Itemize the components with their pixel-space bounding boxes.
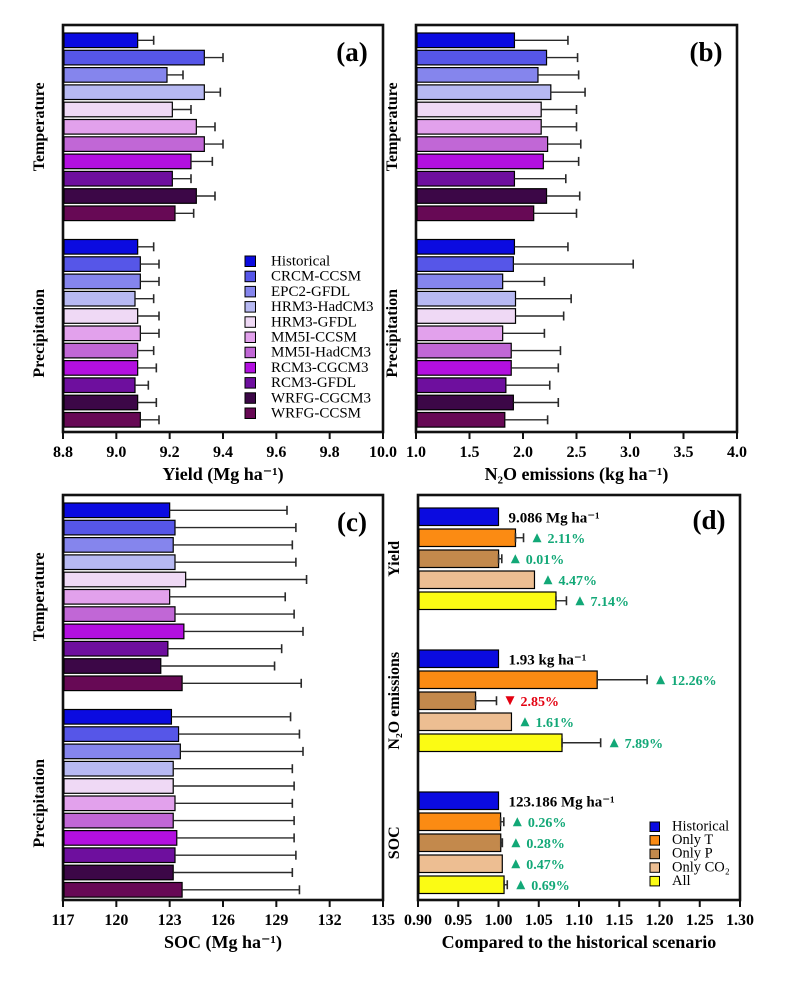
panel-tag: (c) xyxy=(337,507,367,537)
x-tick-label: 3.0 xyxy=(620,444,640,461)
bar-(d)-SOC-Only CO₂ xyxy=(419,855,502,873)
legend-label: RCM3-CGCM3 xyxy=(271,359,369,376)
bar-(b)-Precipitation-EPC2-GFDL xyxy=(417,274,503,289)
panel-tag: (a) xyxy=(336,37,368,67)
bar-(c)-Precipitation-HRM3-GFDL xyxy=(64,779,173,794)
bar-(c)-Temperature-MM5I-HadCM3 xyxy=(64,607,175,622)
bar-(a)-Precipitation-MM5I-CCSM xyxy=(64,326,140,341)
bar-(c)-Temperature-RCM3-CGCM3 xyxy=(64,624,184,639)
bar-(b)-Precipitation-WRFG-CGCM3 xyxy=(417,395,513,410)
bar-(a)-Temperature-MM5I-CCSM xyxy=(64,120,196,135)
legend-label: Historical xyxy=(271,253,331,270)
x-tick-label: 9.4 xyxy=(213,444,233,461)
bar-(a)-Temperature-MM5I-HadCM3 xyxy=(64,137,204,152)
bar-(d)-Yield-All xyxy=(419,592,556,610)
x-tick-label: 1.05 xyxy=(524,912,553,929)
bar-(b)-Precipitation-CRCM-CCSM xyxy=(417,257,513,272)
bar-(b)-Precipitation-WRFG-CCSM xyxy=(417,413,505,428)
bar-(c)-Temperature-CRCM-CCSM xyxy=(64,520,175,535)
bar-(c)-Temperature-EPC2-GFDL xyxy=(64,538,173,553)
annotation-percent-label: 2.85% xyxy=(520,694,559,710)
x-tick-label: 132 xyxy=(317,912,342,929)
baseline-value-label: 1.93 kg ha⁻¹ xyxy=(508,652,587,669)
x-tick-label: 1.5 xyxy=(459,444,480,461)
group-label: Temperature xyxy=(31,552,48,642)
baseline-value-label: 9.086 Mg ha⁻¹ xyxy=(508,510,600,527)
annotation-percent-label: 2.11% xyxy=(547,531,586,547)
group-label: Temperature xyxy=(31,82,48,172)
x-axis-label: SOC (Mg ha⁻¹) xyxy=(164,932,282,952)
group-label: Precipitation xyxy=(31,289,48,378)
x-tick-label: 0.90 xyxy=(404,912,432,929)
bar-(b)-Precipitation-HRM3-GFDL xyxy=(417,309,516,324)
annotation-percent-label: 7.14% xyxy=(590,594,629,610)
annotation-percent-label: 0.69% xyxy=(531,878,570,894)
bar-(c)-Temperature-Historical xyxy=(64,503,170,518)
legend-label: WRFG-CCSM xyxy=(271,405,362,422)
bar-(c)-Precipitation-MM5I-HadCM3 xyxy=(64,813,173,828)
bar-(b)-Temperature-RCM3-GFDL xyxy=(417,171,514,186)
bar-(a)-Temperature-WRFG-CGCM3 xyxy=(64,189,196,204)
legend-swatch-Historical xyxy=(245,256,256,267)
bar-(c)-Precipitation-EPC2-GFDL xyxy=(64,744,180,759)
group-label: Yield xyxy=(386,540,403,577)
annotation-percent-label: 0.01% xyxy=(525,552,565,568)
bar-(b)-Temperature-CRCM-CCSM xyxy=(417,50,547,65)
bar-(c)-Precipitation-HRM3-HadCM3 xyxy=(64,761,173,776)
legend-label: MM5I-HadCM3 xyxy=(271,344,371,361)
bar-(b)-Temperature-WRFG-CGCM3 xyxy=(417,189,547,204)
legend-label: All xyxy=(672,872,691,889)
legend-label: RCM3-GFDL xyxy=(271,375,357,392)
bar-(c)-Temperature-WRFG-CCSM xyxy=(64,676,182,691)
bar-(a)-Precipitation-MM5I-HadCM3 xyxy=(64,343,138,358)
bar-(b)-Precipitation-MM5I-HadCM3 xyxy=(417,343,511,358)
legend-label: WRFG-CGCM3 xyxy=(271,390,372,407)
bar-(a)-Temperature-HRM3-HadCM3 xyxy=(64,85,204,100)
x-tick-label: 2.5 xyxy=(566,444,587,461)
annotation-percent-label: 7.89% xyxy=(624,736,664,752)
bar-(a)-Precipitation-EPC2-GFDL xyxy=(64,274,140,289)
x-tick-label: 8.8 xyxy=(53,444,73,461)
panel-tag: (d) xyxy=(692,505,726,535)
bar-(c)-Temperature-WRFG-CGCM3 xyxy=(64,659,161,674)
bar-(a)-Precipitation-HRM3-HadCM3 xyxy=(64,291,135,306)
legend-swatch-HRM3-GFDL xyxy=(245,317,256,328)
legend-swatch-MM5I-HadCM3 xyxy=(245,347,256,358)
group-label: Precipitation xyxy=(384,289,401,378)
bar-(c)-Temperature-HRM3-HadCM3 xyxy=(64,555,175,570)
x-tick-label: 120 xyxy=(104,912,129,929)
bar-(c)-Precipitation-CRCM-CCSM xyxy=(64,727,179,742)
x-tick-label: 1.00 xyxy=(484,912,513,929)
legend-swatch-MM5I-CCSM xyxy=(245,332,256,343)
bar-(a)-Precipitation-WRFG-CGCM3 xyxy=(64,395,138,410)
legend-swatch-All xyxy=(650,876,660,886)
bar-(b)-Temperature-HRM3-GFDL xyxy=(417,102,541,117)
bar-(a)-Temperature-RCM3-GFDL xyxy=(64,171,172,186)
bar-(a)-Precipitation-CRCM-CCSM xyxy=(64,257,140,272)
bar-(b)-Precipitation-RCM3-GFDL xyxy=(417,378,506,393)
bar-(a)-Precipitation-HRM3-GFDL xyxy=(64,309,138,324)
x-tick-label: 117 xyxy=(51,912,75,929)
group-label: Precipitation xyxy=(31,759,48,848)
group-label: SOC xyxy=(386,826,403,860)
group-label: N₂O emissions xyxy=(386,651,403,750)
legend-swatch-CRCM-CCSM xyxy=(245,271,256,282)
legend-label: Only CO₂ xyxy=(672,859,730,876)
legend-swatch-Only T xyxy=(650,836,660,846)
legend-label: Historical xyxy=(672,818,730,835)
legend-swatch-EPC2-GFDL xyxy=(245,286,256,297)
legend-swatch-RCM3-GFDL xyxy=(245,378,256,389)
legend-swatch-Only P xyxy=(650,849,660,859)
x-tick-label: 123 xyxy=(157,912,182,929)
legend-swatch-Only CO₂ xyxy=(650,863,660,873)
x-tick-label: 10.0 xyxy=(369,444,397,461)
legend-swatch-Historical xyxy=(650,822,660,832)
x-tick-label: 9.2 xyxy=(159,444,180,461)
x-tick-label: 9.8 xyxy=(319,444,340,461)
legend-label: MM5I-CCSM xyxy=(271,329,357,346)
bar-(d)-SOC-All xyxy=(419,876,504,894)
x-tick-label: 4.0 xyxy=(727,444,747,461)
annotation-percent-label: 12.26% xyxy=(671,673,717,689)
x-axis-label: N₂O emissions (kg ha⁻¹) xyxy=(484,464,669,484)
annotation-percent-label: 0.28% xyxy=(526,836,565,852)
x-tick-label: 1.0 xyxy=(406,444,426,461)
legend-label: Only T xyxy=(672,832,714,849)
legend-label: CRCM-CCSM xyxy=(271,268,362,285)
x-tick-label: 0.95 xyxy=(444,912,473,929)
bar-(c)-Temperature-HRM3-GFDL xyxy=(64,572,186,587)
bar-(b)-Precipitation-MM5I-CCSM xyxy=(417,326,503,341)
bar-(d)-N₂O emissions-Only T xyxy=(419,671,597,689)
bar-(a)-Temperature-Historical xyxy=(64,33,138,48)
legend-swatch-WRFG-CGCM3 xyxy=(245,393,256,404)
panel-tag: (b) xyxy=(689,37,723,67)
bar-(d)-N₂O emissions-Only CO₂ xyxy=(419,713,511,731)
legend-label: Only P xyxy=(672,845,713,862)
x-tick-label: 9.0 xyxy=(106,444,127,461)
x-tick-label: 1.10 xyxy=(565,912,593,929)
bar-(d)-N₂O emissions-Only P xyxy=(419,692,476,710)
legend-swatch-WRFG-CCSM xyxy=(245,408,256,419)
annotation-percent-label: 0.26% xyxy=(527,815,567,831)
x-tick-label: 129 xyxy=(264,912,289,929)
bar-(a)-Precipitation-WRFG-CCSM xyxy=(64,413,140,428)
x-tick-label: 1.20 xyxy=(645,912,674,929)
bar-(a)-Temperature-HRM3-GFDL xyxy=(64,102,172,117)
bar-(a)-Temperature-RCM3-CGCM3 xyxy=(64,154,191,169)
legend-label: HRM3-HadCM3 xyxy=(271,299,374,316)
annotation-percent-label: 1.61% xyxy=(535,715,574,731)
x-tick-label: 2.0 xyxy=(513,444,533,461)
x-tick-label: 1.25 xyxy=(685,912,714,929)
bar-(a)-Precipitation-Historical xyxy=(64,240,138,255)
bar-(a)-Precipitation-RCM3-CGCM3 xyxy=(64,361,138,376)
legend-label: EPC2-GFDL xyxy=(271,283,351,300)
bar-(d)-N₂O emissions-Historical xyxy=(419,650,499,668)
annotation-percent-label: 4.47% xyxy=(558,573,597,589)
bar-(a)-Temperature-WRFG-CCSM xyxy=(64,206,175,221)
x-tick-label: 135 xyxy=(371,912,395,929)
bar-(b)-Temperature-WRFG-CCSM xyxy=(417,206,534,221)
baseline-value-label: 123.186 Mg ha⁻¹ xyxy=(508,794,615,811)
bar-(b)-Temperature-EPC2-GFDL xyxy=(417,68,538,83)
x-axis-label: Yield (Mg ha⁻¹) xyxy=(162,464,284,484)
legend-swatch-RCM3-CGCM3 xyxy=(245,362,256,373)
bar-(b)-Temperature-MM5I-HadCM3 xyxy=(417,137,548,152)
bar-(d)-Yield-Only T xyxy=(419,529,515,547)
bar-(d)-SOC-Only P xyxy=(419,834,501,852)
bar-(b)-Temperature-MM5I-CCSM xyxy=(417,120,541,135)
x-tick-label: 3.5 xyxy=(673,444,694,461)
legend-swatch-HRM3-HadCM3 xyxy=(245,302,256,313)
group-label: Temperature xyxy=(384,82,401,172)
bar-(b)-Precipitation-RCM3-CGCM3 xyxy=(417,361,511,376)
bar-(c)-Precipitation-MM5I-CCSM xyxy=(64,796,175,811)
x-axis-label: Compared to the historical scenario xyxy=(441,932,717,952)
bar-(d)-SOC-Only T xyxy=(419,813,501,831)
bar-(c)-Precipitation-WRFG-CCSM xyxy=(64,883,182,898)
bar-(a)-Temperature-CRCM-CCSM xyxy=(64,50,204,65)
bar-(d)-Yield-Only P xyxy=(419,550,499,568)
bar-(b)-Precipitation-Historical xyxy=(417,240,514,255)
bar-(c)-Temperature-MM5I-CCSM xyxy=(64,590,170,605)
x-tick-label: 126 xyxy=(211,912,235,929)
annotation-percent-label: 0.47% xyxy=(526,857,565,873)
x-tick-label: 9.6 xyxy=(266,444,287,461)
bar-(c)-Precipitation-WRFG-CGCM3 xyxy=(64,865,173,880)
bar-(d)-N₂O emissions-All xyxy=(419,734,562,752)
bar-(d)-SOC-Historical xyxy=(419,792,499,810)
bar-(b)-Temperature-Historical xyxy=(417,33,514,48)
x-tick-label: 1.15 xyxy=(605,912,634,929)
bar-(d)-Yield-Historical xyxy=(419,508,499,526)
bar-(a)-Precipitation-RCM3-GFDL xyxy=(64,378,135,393)
x-tick-label: 1.30 xyxy=(726,912,754,929)
bar-(b)-Precipitation-HRM3-HadCM3 xyxy=(417,291,516,306)
bar-(c)-Precipitation-RCM3-GFDL xyxy=(64,848,175,863)
bar-(b)-Temperature-HRM3-HadCM3 xyxy=(417,85,551,100)
bar-(c)-Precipitation-Historical xyxy=(64,710,171,725)
bar-(b)-Temperature-RCM3-CGCM3 xyxy=(417,154,543,169)
bar-(a)-Temperature-EPC2-GFDL xyxy=(64,68,167,83)
bar-(c)-Precipitation-RCM3-CGCM3 xyxy=(64,831,177,846)
bar-(d)-Yield-Only CO₂ xyxy=(419,571,534,589)
bar-(c)-Temperature-RCM3-GFDL xyxy=(64,641,168,656)
legend-label: HRM3-GFDL xyxy=(271,314,357,331)
